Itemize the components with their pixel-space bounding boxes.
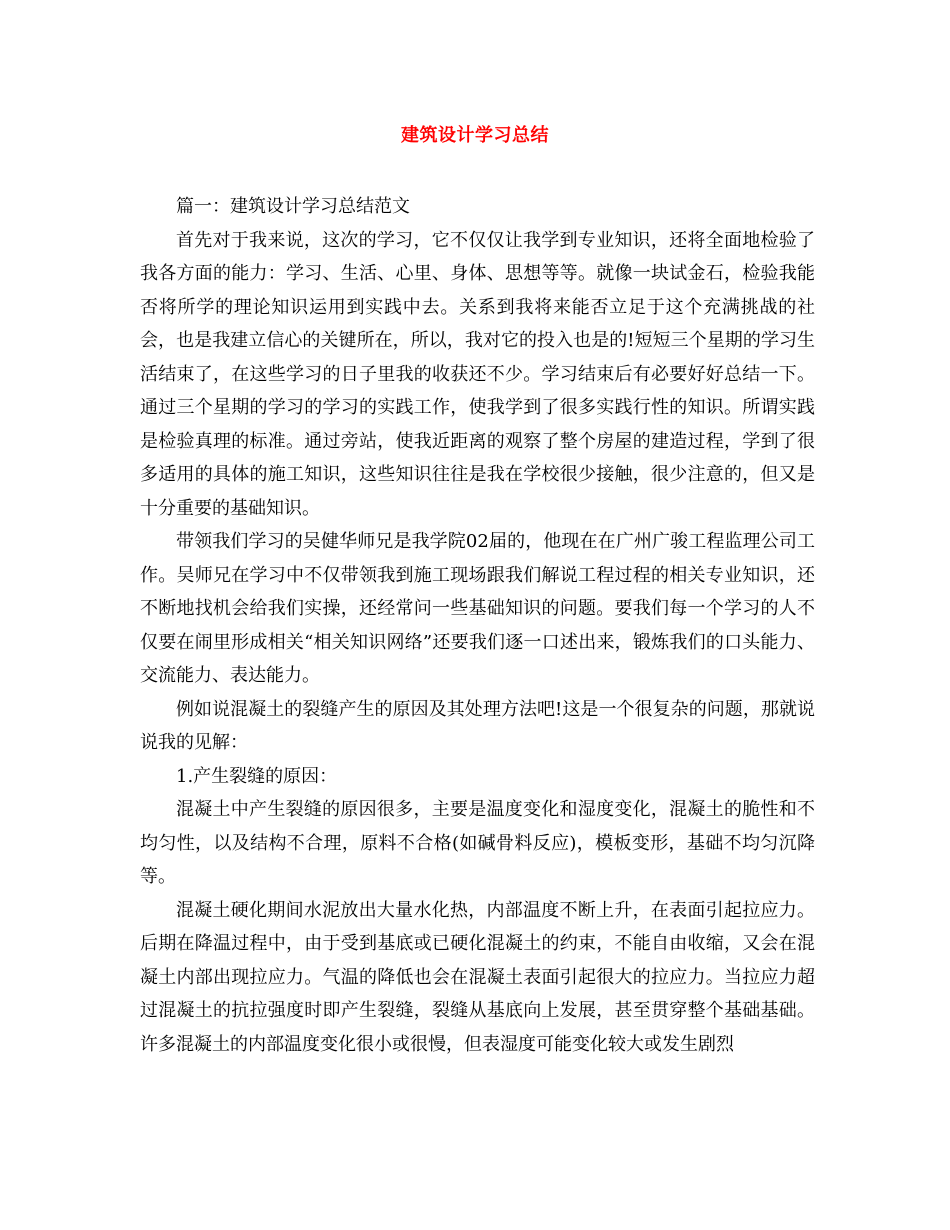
body-paragraph: 混凝土中产生裂缝的原因很多，主要是温度变化和湿度变化，混凝土的脆性和不均匀性，以及结构不合理，原料不合格(如碱骨料反应)，模板变形，基础不均匀沉降等。 <box>140 799 815 887</box>
numbered-heading: 1.产生裂缝的原因： <box>176 765 338 787</box>
body-paragraph: 例如说混凝土的裂缝产生的原因及其处理方法吧!这是一个很复杂的问题，那就说说我的见解： <box>140 698 815 753</box>
body-paragraph: 首先对于我来说，这次的学习，它不仅仅让我学到专业知识，还将全面地检验了我各方面的能力：学习、生活、心里、身体、思想等等。就像一块试金石，检验我能否将所学的理论知识运用到实践中去。关系到我将来能否立足于这个充满挑战的社会，也是我建立信心的关键所在，所以，我对它的投入也是的!短短三个星期的学习生活结束了，在这些学习的日子里我的收获还不少。学习结束后有必要好好总结一下。通过三个星期的学习的学习的实践工作，使我学到了很多实践行性的知识。所谓实践是检验真理的标准。通过旁站，使我近距离的观察了整个房屋的建造过程，学到了很多适用的具体的施工知识，这些知识往往是我在学校很少接触，很少注意的，但又是十分重要的基础知识。 <box>140 229 815 519</box>
body-paragraph: 混凝土硬化期间水泥放出大量水化热，内部温度不断上升，在表面引起拉应力。后期在降温过程中，由于受到基底或已硬化混凝土的约束，不能自由收缩，又会在混凝土内部出现拉应力。气温的降低也会在混凝土表面引起很大的拉应力。当拉应力超过混凝土的抗拉强度时即产生裂缝，裂缝从基底向上发展，甚至贯穿整个基础基础。许多混凝土的内部温度变化很小或很慢，但表湿度可能变化较大或发生剧烈 <box>140 899 815 1055</box>
document-body <box>140 190 815 1061</box>
section-heading: 篇一：建筑设计学习总结范文 <box>176 196 410 217</box>
document-title: 建筑设计学习总结 <box>401 125 549 146</box>
body-paragraph: 带领我们学习的吴健华师兄是我学院02届的，他现在在广州广骏工程监理公司工作。吴师兄在学习中不仅带领我到施工现场跟我们解说工程过程的相关专业知识，还不断地找机会给我们实操，还经常问一些基础知识的问题。要我们每一个学习的人不仅要在闹里形成相关“相关知识网络”还要我们逐一口述出来，锻炼我们的口头能力、交流能力、表达能力。 <box>140 531 815 686</box>
